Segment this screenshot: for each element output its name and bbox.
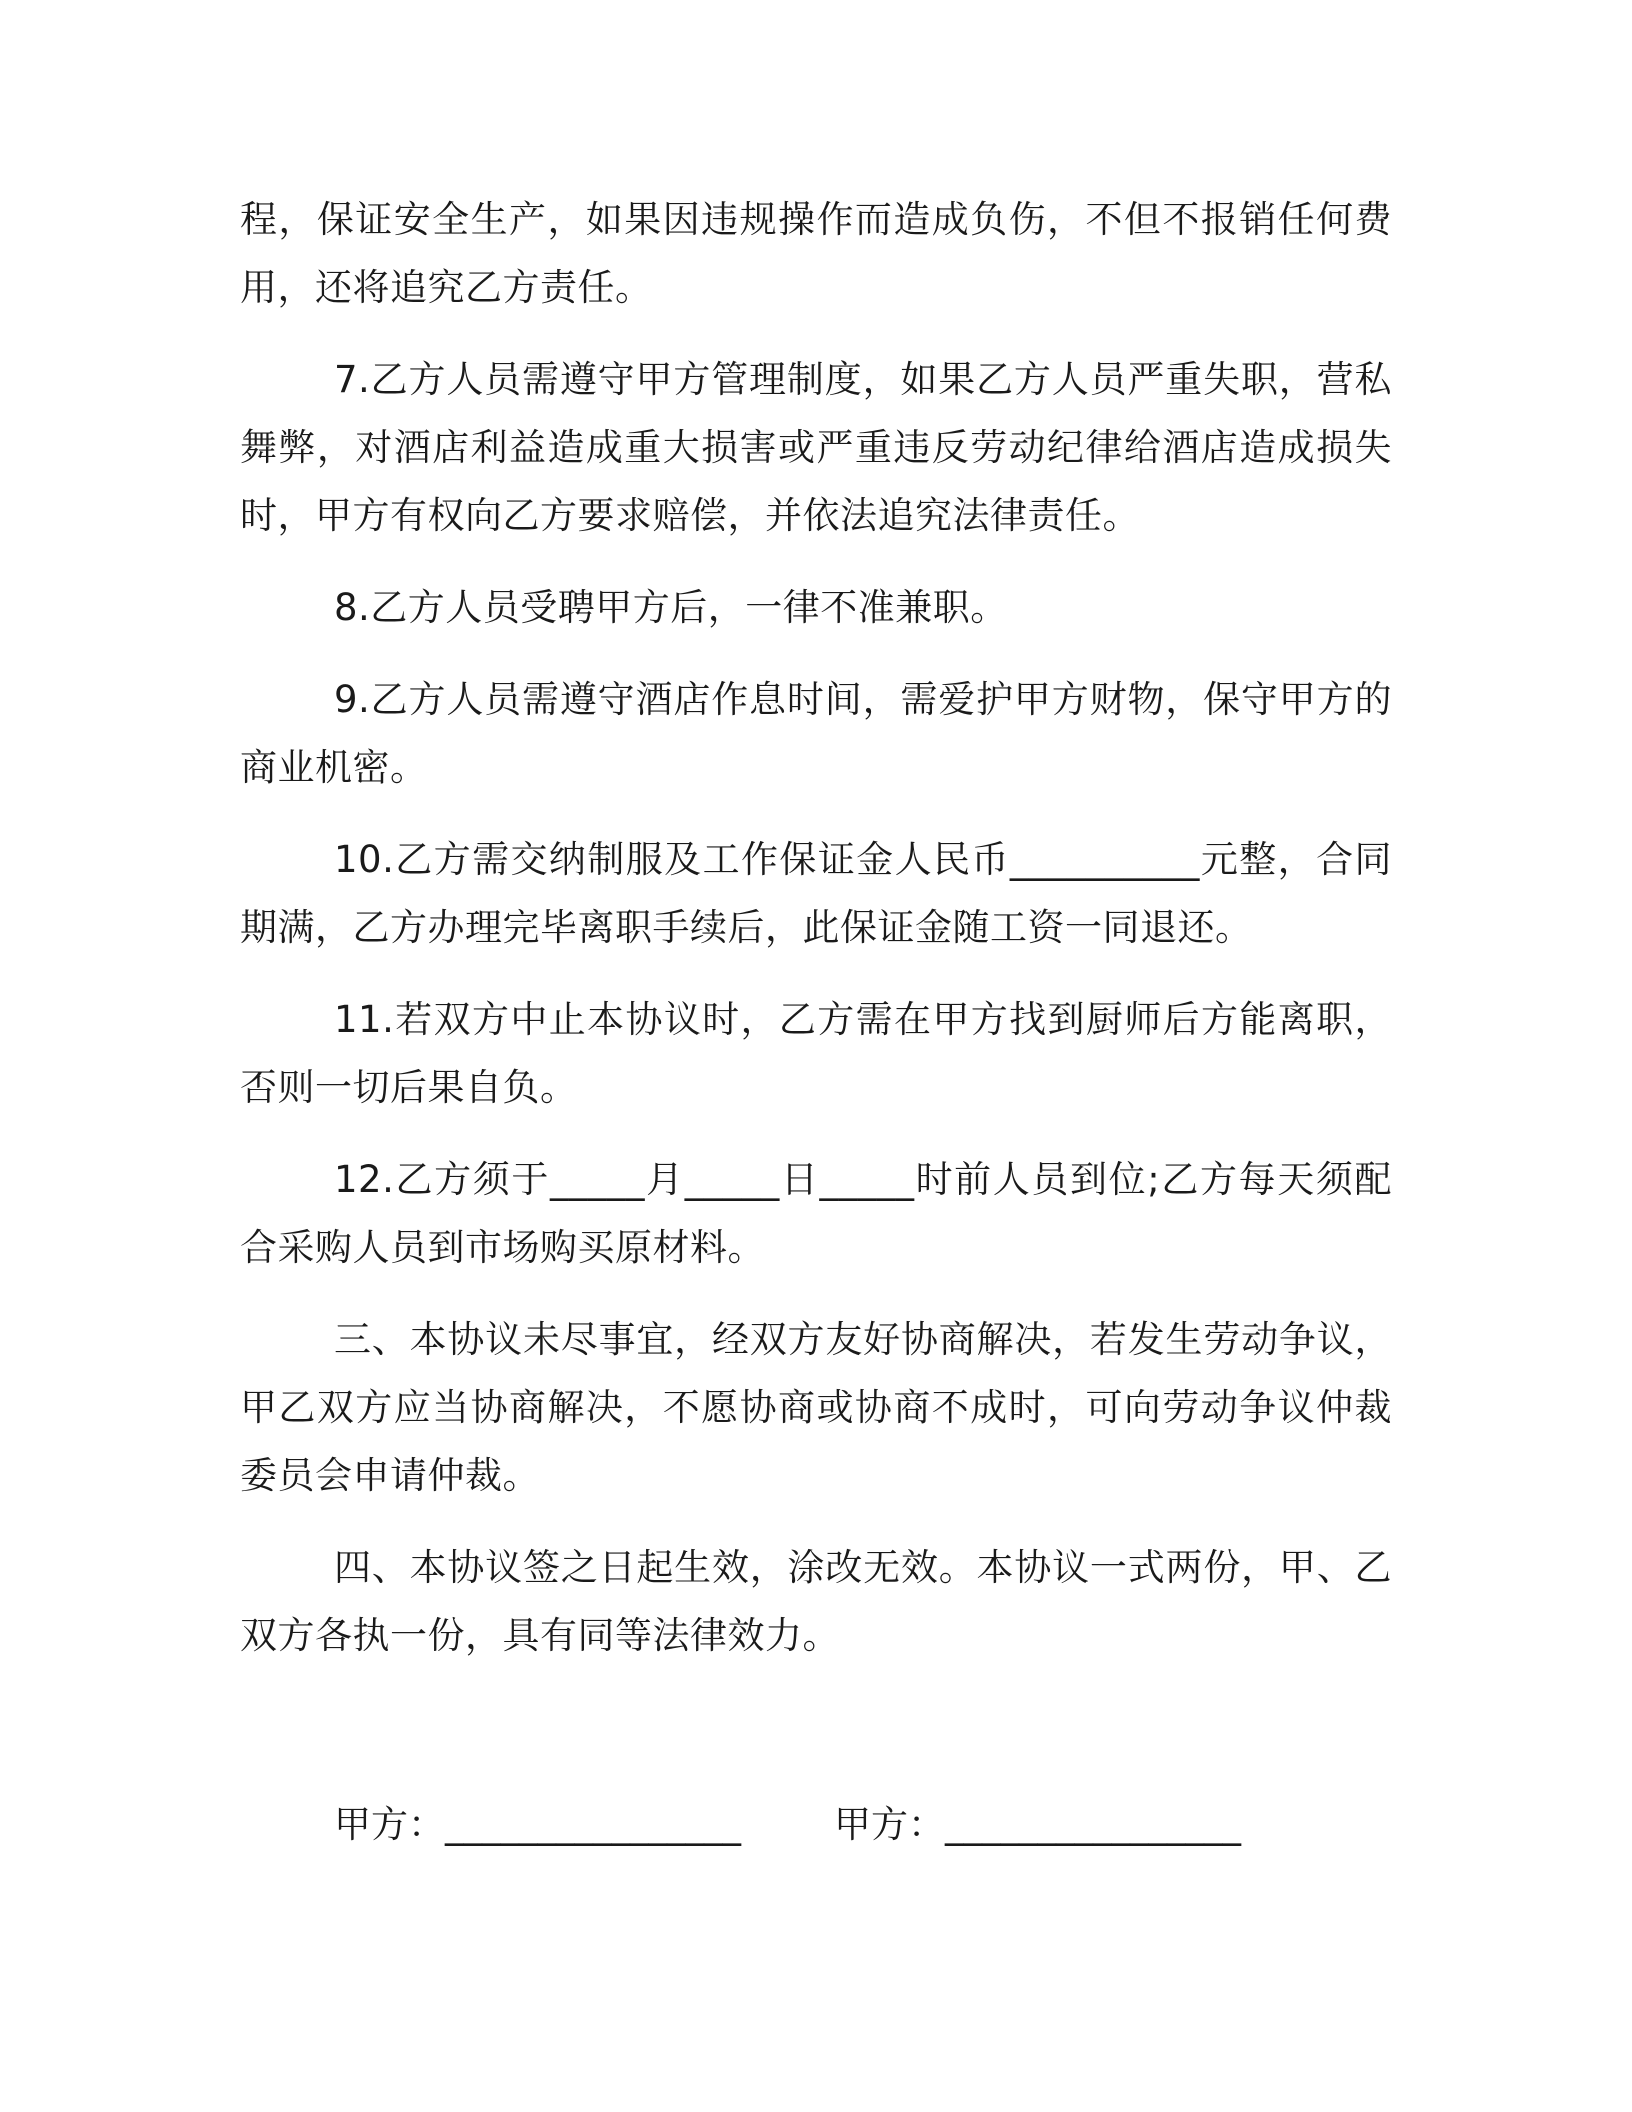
paragraph-clause-7: 7.乙方人员需遵守甲方管理制度，如果乙方人员严重失职，营私舞弊，对酒店利益造成重大损害或严重违反劳动纪律给酒店造成损失时，甲方有权向乙方要求赔偿，并依法追究法律责任。 — [240, 358, 1392, 537]
signature-line-left: 甲方：________________ — [334, 1803, 741, 1846]
document-body — [240, 186, 1392, 1694]
paragraph-clause-9: 9.乙方人员需遵守酒店作息时间，需爱护甲方财物，保守甲方的商业机密。 — [240, 678, 1392, 789]
paragraph-clause-12: 12.乙方须于_____月_____日_____时前人员到位;乙方每天须配合采购人员到市场购买原材料。 — [240, 1158, 1392, 1269]
signature-block — [334, 1790, 1334, 1860]
paragraph-clause-11: 11.若双方中止本协议时，乙方需在甲方找到厨师后方能离职，否则一切后果自负。 — [240, 998, 1392, 1109]
signature-line-right: 甲方：________________ — [834, 1803, 1241, 1846]
paragraph-section-4: 四、本协议签之日起生效，涂改无效。本协议一式两份，甲、乙双方各执一份，具有同等法律效力。 — [240, 1546, 1392, 1657]
paragraph-clause-8: 8.乙方人员受聘甲方后，一律不准兼职。 — [334, 586, 1008, 629]
paragraph-continuation: 程，保证安全生产，如果因违规操作而造成负伤，不但不报销任何费用，还将追究乙方责任。 — [240, 198, 1392, 309]
paragraph-clause-10: 10.乙方需交纳制服及工作保证金人民币__________元整，合同期满，乙方办理完毕离职手续后，此保证金随工资一同退还。 — [240, 838, 1392, 949]
paragraph-section-3: 三、本协议未尽事宜，经双方友好协商解决，若发生劳动争议，甲乙双方应当协商解决，不愿协商或协商不成时，可向劳动争议仲裁委员会申请仲裁。 — [240, 1318, 1392, 1497]
